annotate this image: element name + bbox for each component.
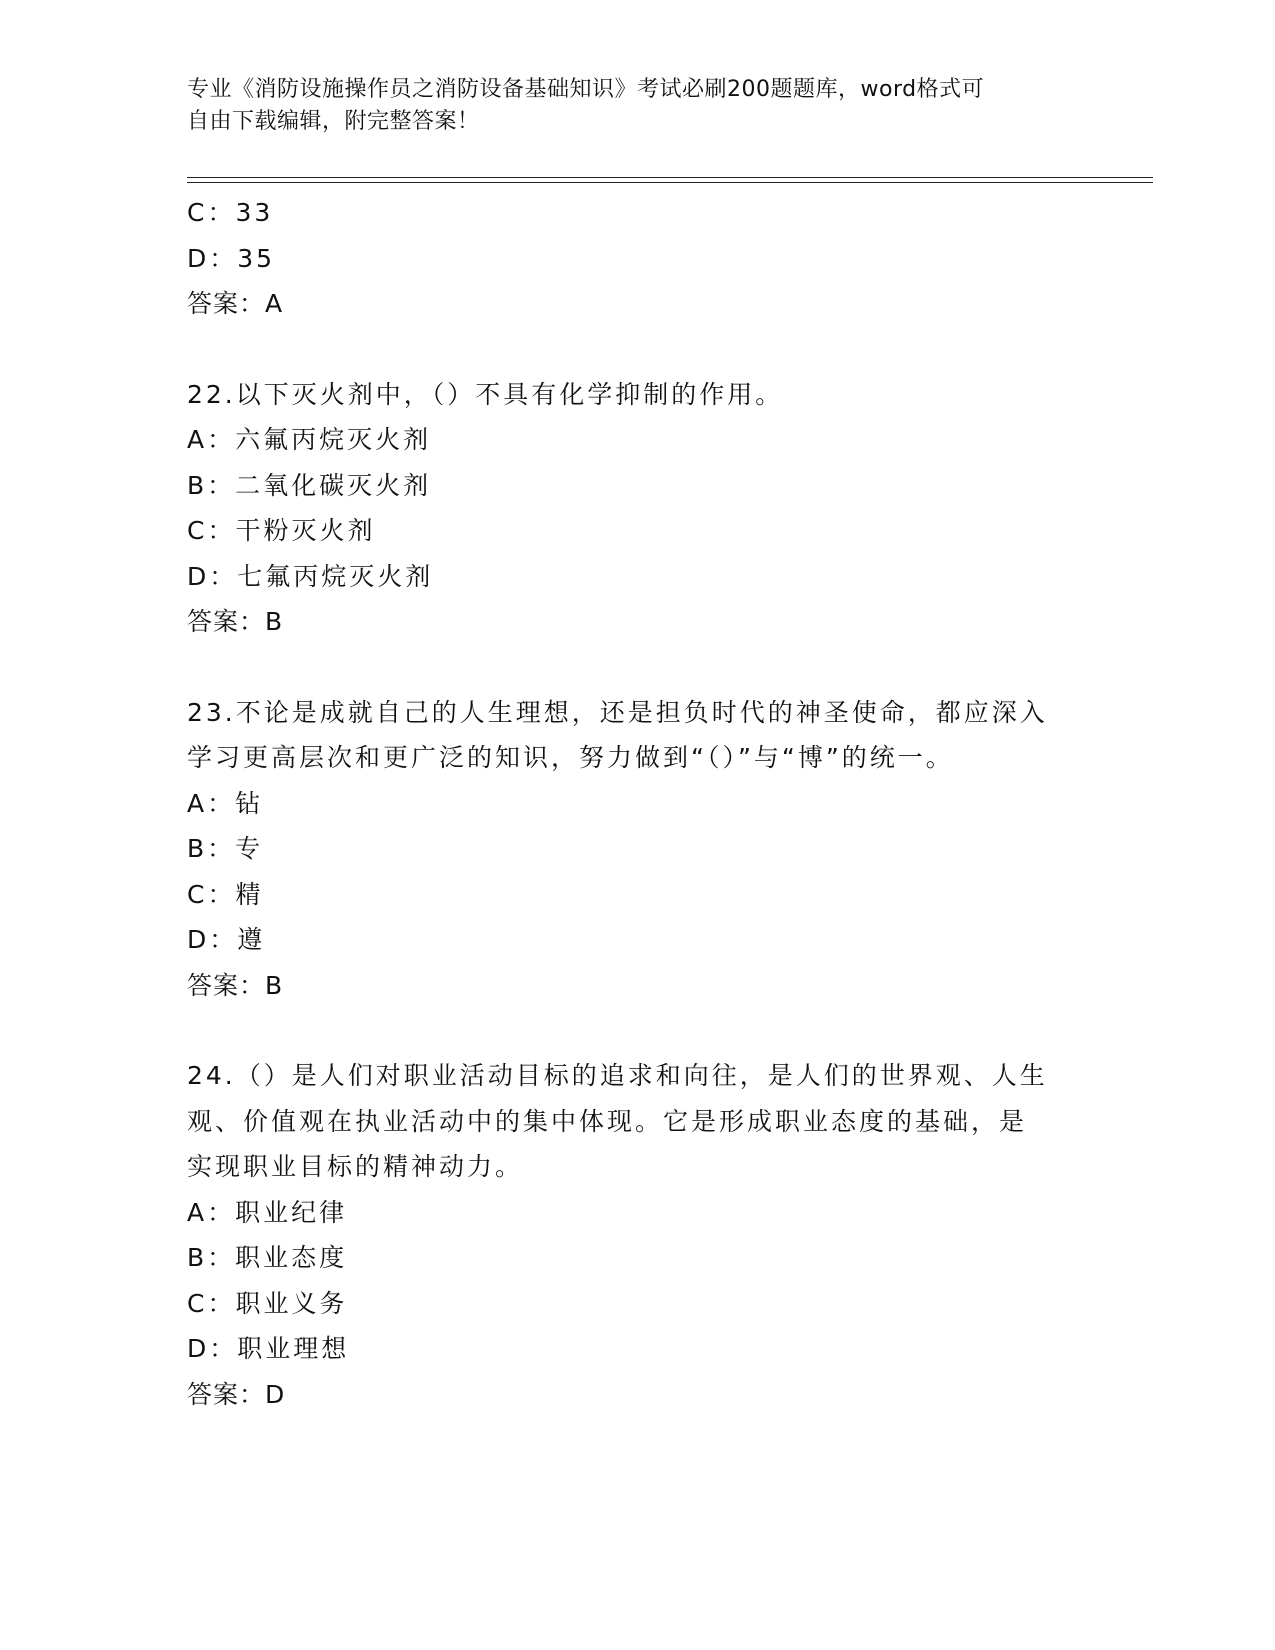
option-a: A：职业纪律 [187, 1197, 348, 1227]
option-c: C：精 [187, 879, 264, 909]
question-list [187, 190, 1087, 1417]
spacer [187, 327, 1087, 372]
option-c: C：职业义务 [187, 1288, 348, 1318]
option-b: B：二氧化碳灭火剂 [187, 470, 432, 500]
option-b: B：职业态度 [187, 1243, 348, 1272]
answer: 答案：B [187, 607, 284, 636]
spacer [187, 645, 1087, 690]
option-d: D：七氟丙烷灭火剂 [187, 561, 434, 591]
question-text: 实现职业目标的精神动力。 [187, 1152, 524, 1181]
option-a: A：钻 [187, 788, 264, 818]
question-23 [187, 690, 1087, 1009]
option-d: D：35 [187, 243, 276, 273]
header-divider-top [187, 177, 1153, 178]
question-text: 学习更高层次和更广泛的知识，努力做到“（）”与“博”的统一。 [187, 743, 954, 772]
answer: 答案：D [187, 1379, 286, 1409]
question-text: 24.（）是人们对职业活动目标的追求和向往，是人们的世界观、人生 [187, 1061, 1048, 1090]
document-header [187, 74, 1067, 138]
option-a: A：六氟丙烷灭火剂 [187, 425, 432, 454]
header-divider-bottom [187, 182, 1153, 183]
header-line-2: 自由下载编辑，附完整答案！ [187, 109, 480, 134]
question-24 [187, 1053, 1087, 1417]
option-d: D：遵 [187, 925, 266, 954]
option-b: B：专 [187, 834, 264, 863]
spacer [187, 1008, 1087, 1053]
answer: 答案：B [187, 970, 284, 1000]
option-c: C：干粉灭火剂 [187, 516, 376, 545]
header-line-1: 专业《消防设施操作员之消防设备基础知识》考试必刷200题题库，word格式可 [187, 77, 985, 102]
question-text: 观、价值观在执业活动中的集中体现。它是形成职业态度的基础，是 [187, 1106, 1028, 1136]
option-d: D：职业理想 [187, 1334, 350, 1363]
question-22 [187, 372, 1087, 645]
question-text: 23.不论是成就自己的人生理想，还是担负时代的神圣使命，都应深入 [187, 697, 1048, 727]
answer: 答案：A [187, 289, 284, 318]
option-c: C：33 [187, 198, 274, 227]
question-text: 22.以下灭火剂中，（）不具有化学抑制的作用。 [187, 379, 784, 409]
